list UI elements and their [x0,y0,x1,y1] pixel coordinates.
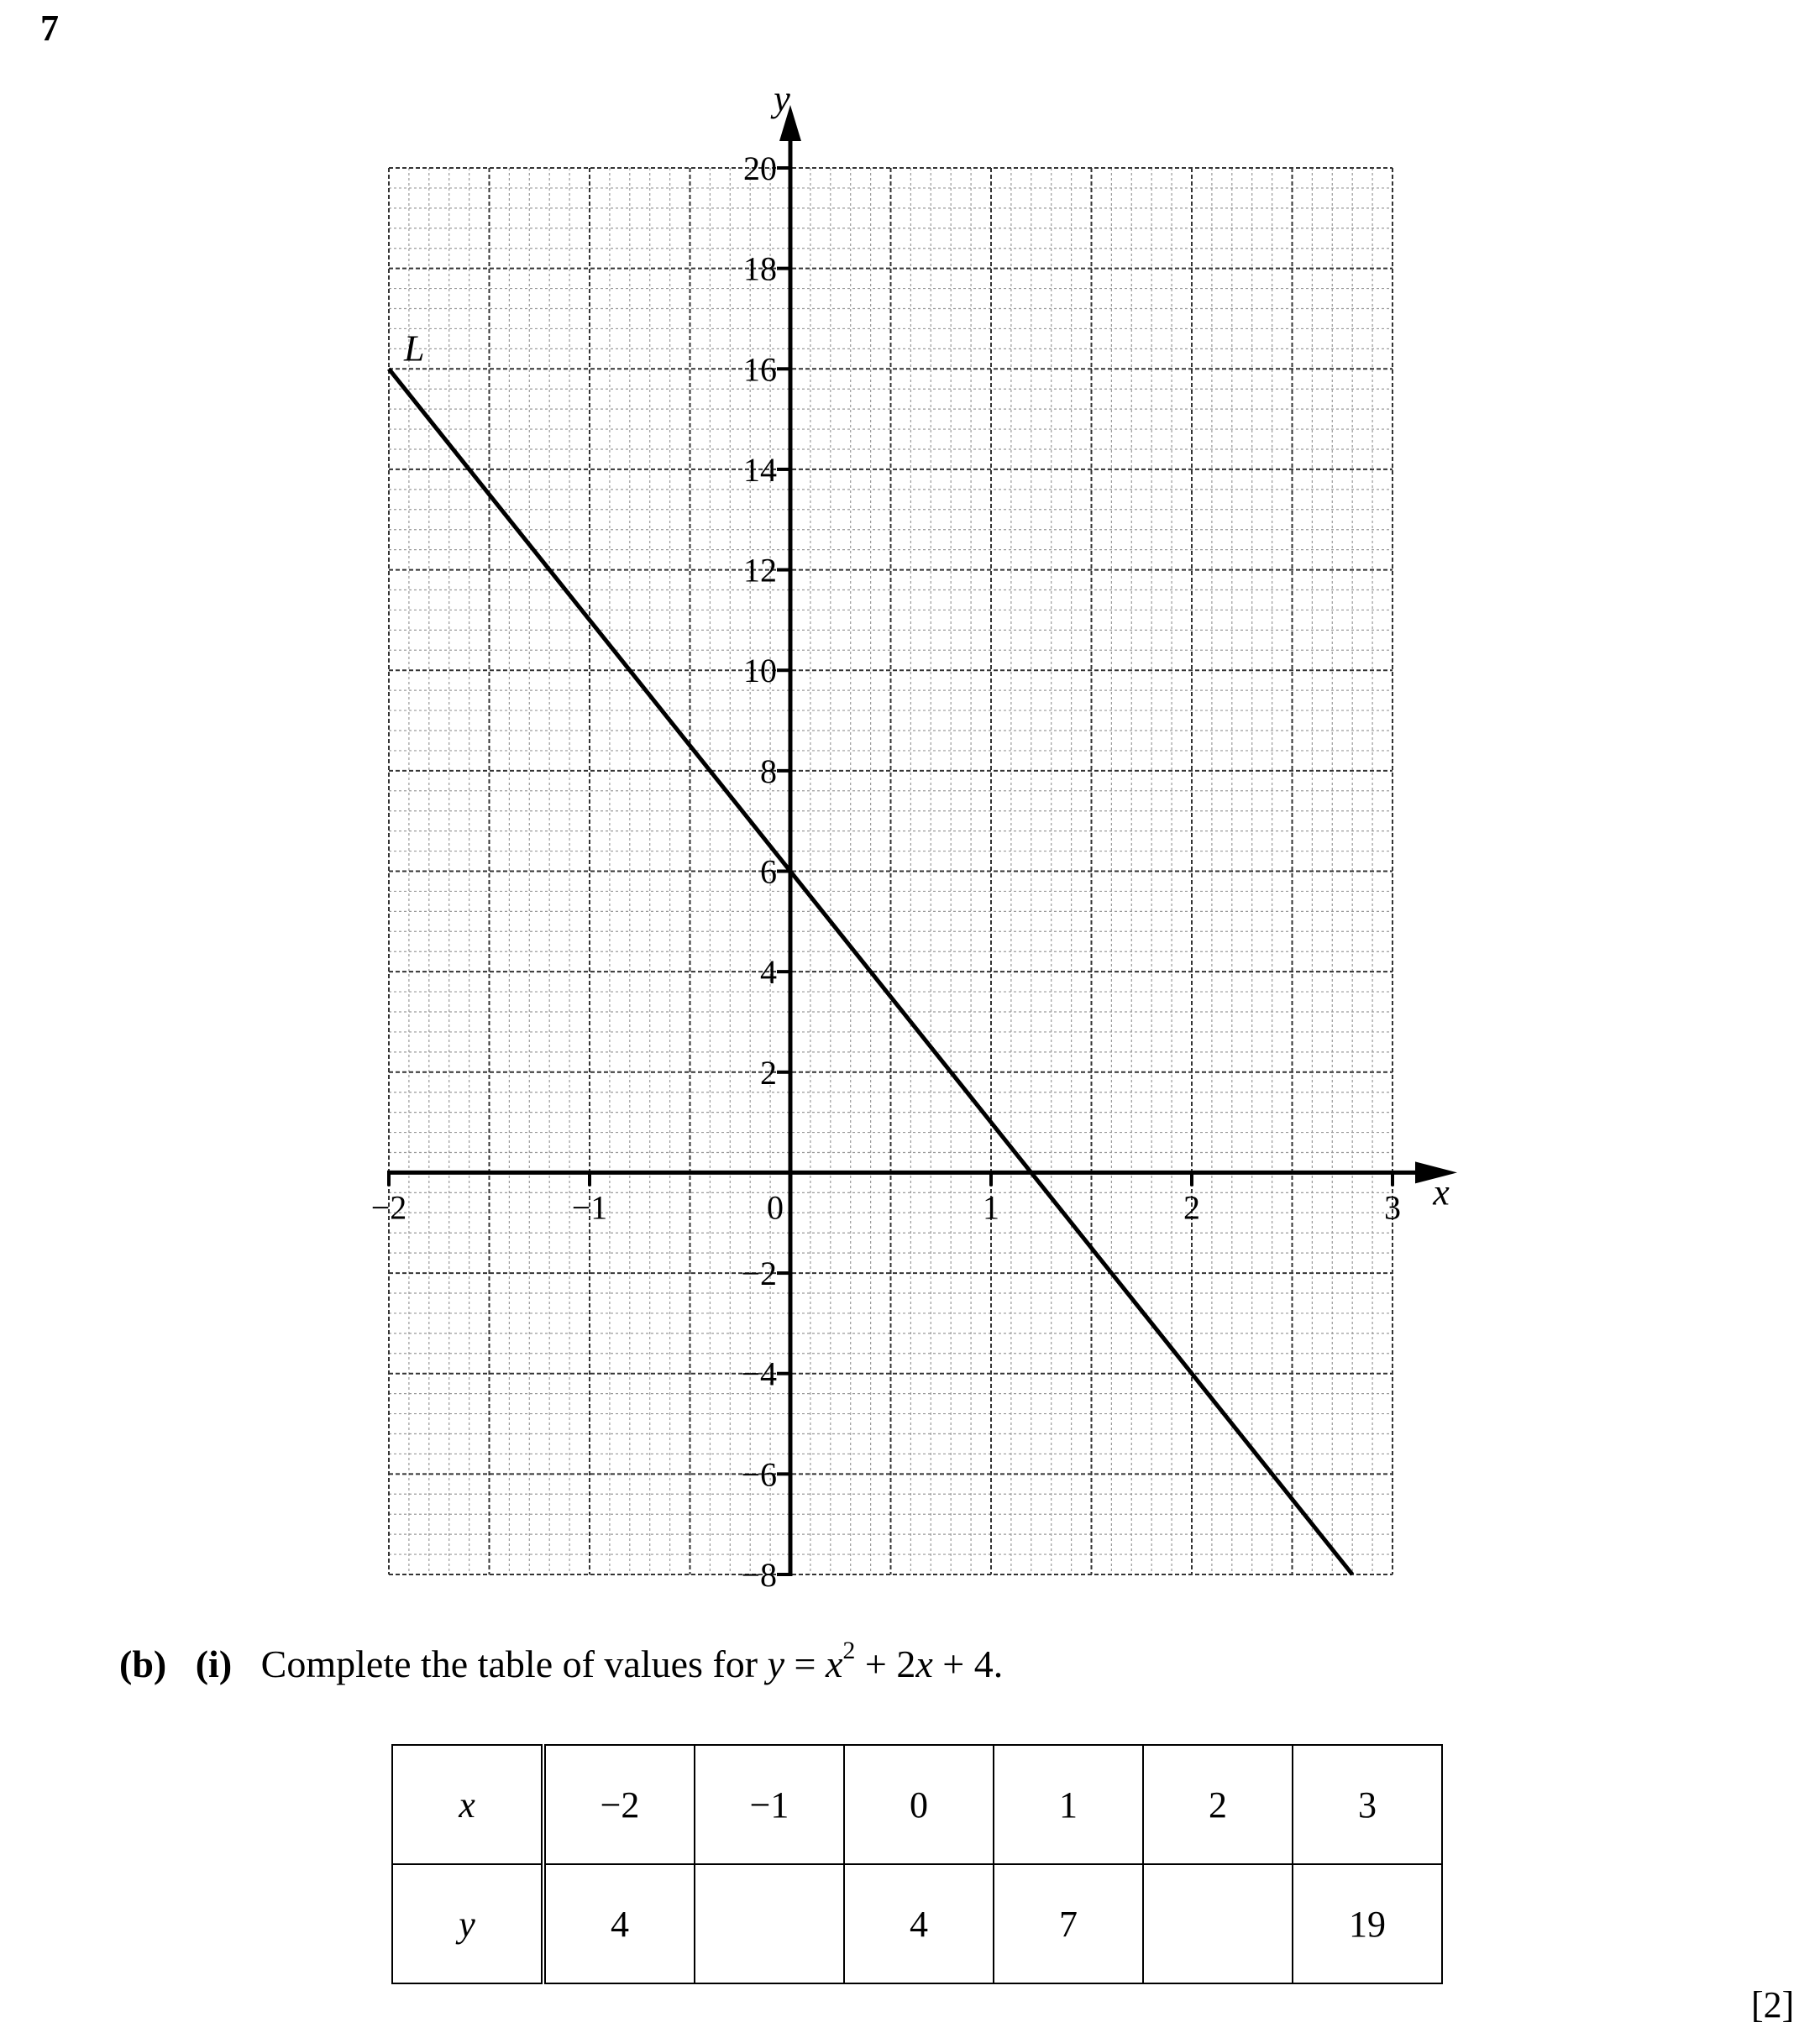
x-axis-label: x [1433,1171,1450,1213]
x-tick-label: 3 [1384,1188,1401,1227]
part-b-instruction [119,1637,1004,1686]
equation-end: + 4. [932,1642,1004,1685]
x-cell: −1 [695,1745,844,1864]
y-tick-label: −8 [741,1556,777,1594]
y-cell: 4 [844,1864,994,1983]
y-axis-label: y [774,78,790,119]
y-tick-label: 10 [743,652,777,690]
y-tick-label: 16 [743,350,777,389]
var-x: x [825,1642,843,1685]
question-number: 7 [40,8,59,49]
x-cell: 3 [1293,1745,1442,1864]
y-tick-label: 12 [743,551,777,589]
y-cell-answer-blank[interactable] [695,1864,844,1983]
part-label-b: (b) [119,1642,167,1685]
y-cell: 7 [994,1864,1143,1983]
y-tick-label: 20 [743,149,777,187]
y-tick-label: 6 [760,852,777,891]
x-header: x [392,1745,543,1864]
y-cell: 19 [1293,1864,1442,1983]
equation-middle: + 2 [855,1642,916,1685]
y-tick-label: −2 [741,1255,777,1293]
y-cell: 4 [543,1864,695,1983]
x-cell: −2 [543,1745,695,1864]
y-tick-label: 4 [760,953,777,992]
exponent: 2 [842,1637,856,1664]
y-tick-label: 8 [760,752,777,790]
y-header: y [392,1864,543,1983]
y-tick-label: 14 [743,450,777,489]
var-x-linear: x [915,1642,933,1685]
origin-label: 0 [767,1188,784,1227]
x-tick-label: −1 [571,1188,608,1227]
y-tick-label: 18 [743,249,777,288]
equals-sign: = [784,1642,826,1685]
y-tick-label: 2 [760,1053,777,1092]
y-tick-label: −4 [741,1354,777,1393]
x-tick-label: 1 [983,1188,999,1227]
marks-allocation: [2] [1751,1984,1795,2025]
table-row-x [392,1745,1442,1864]
instruction-text: Complete the table of values for [260,1642,768,1685]
x-tick-label: −2 [370,1188,407,1227]
table-row-y [392,1864,1442,1983]
line-l-label: L [404,327,425,369]
x-tick-label: 2 [1183,1188,1200,1227]
y-tick-label: −6 [741,1455,777,1494]
table-of-values [391,1744,1443,1984]
part-label-i: (i) [195,1642,233,1685]
major-grid [389,168,1393,1574]
y-cell-answer-blank[interactable] [1143,1864,1293,1983]
axes [387,105,1457,1576]
var-y: y [767,1642,784,1685]
x-cell: 2 [1143,1745,1293,1864]
x-cell: 1 [994,1745,1143,1864]
x-cell: 0 [844,1745,994,1864]
